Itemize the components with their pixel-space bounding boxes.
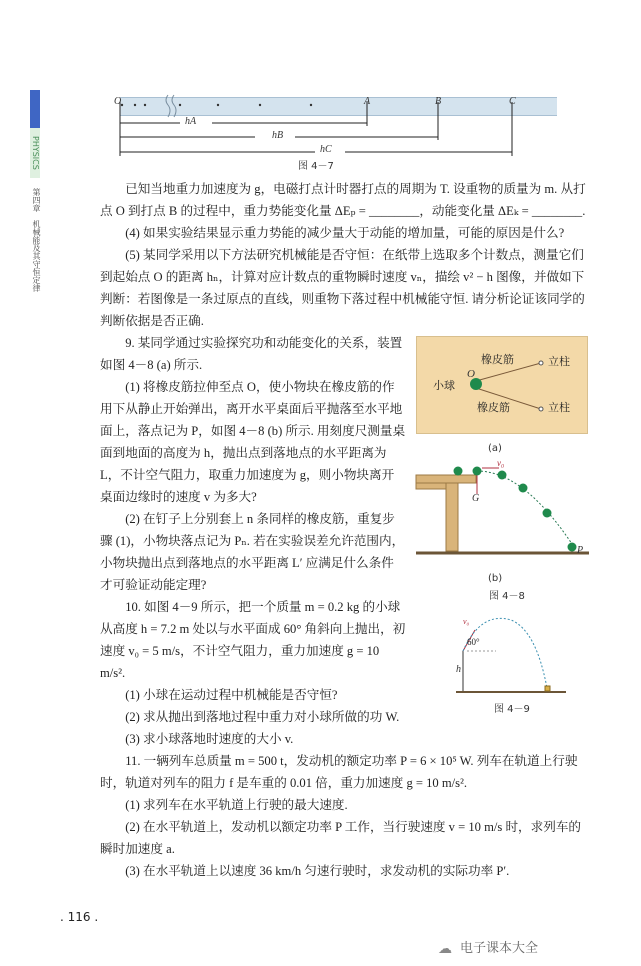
initial-velocity-label: v₀ [463,617,470,626]
chapter-color-tab [30,90,40,128]
subfigure-b-label: (b) [488,573,503,584]
subject-label: PHYSICS [30,128,40,178]
figure-4-8b-diagram [414,461,594,561]
rubber-band-label: 橡皮筋 [477,402,510,414]
velocity-label: v₀ [497,458,505,468]
figure-4-9-caption: 图 4－9 [494,704,530,715]
paragraph: (3) 求小球落地时速度的大小 v. [125,732,294,746]
paragraph: 10. 如图 4－9 所示，把一个质量 m = 0.2 kg 的小球从高度 h = 7.2 m 处以与水平面成 60° 角斜向上抛出，初速度 v₀ = 5 m/s，不计空气阻力，重力加速度 g = 10 m/s². [100,600,406,680]
point-o-label: O [467,368,475,380]
point-c-label: C [509,96,516,107]
post-label: 立柱 [548,402,570,414]
paragraph: 11. 一辆列车总质量 m = 500 t，发动机的额定功率 P = 6 × 10⁵ W. 列车在轨道上行驶时，轨道对列车的阻力 f 是车重的 0.01 倍，重力加速度 g = 10 m/s². [100,754,578,790]
figure-column [416,336,588,721]
paragraph: (1) 将橡皮筋拉伸至点 O，使小物块在橡皮筋的作用下从静止开始弹出，离开水平桌面后平抛落至水平地面上，落点记为 P，如图 4－8 (b) 所示. 用刻度尺测量桌面到地面的高度为 h，抛出点到落地点的水平距离为 L，不计空气阻力，取重力加速度为 g，则小物块离开桌面边缘时的速度 v 为多大? [100,380,406,504]
ball-label: 小球 [433,380,455,392]
angle-label: 60° [467,637,480,647]
point-o-label: O [114,96,122,107]
watermark-text: 电子课本大全 [460,941,539,956]
figure-4-9-diagram [451,616,591,696]
distance-hb-label: hB [272,130,284,141]
figure-4-8-caption: 图 4－8 [489,591,525,602]
figure-4-7-diagram [100,90,570,160]
wechat-icon: ☁ [438,941,452,957]
paragraph: (2) 求从抛出到落地过程中重力对小球所做的功 W. [125,710,400,724]
paragraph: (1) 求列车在水平轨道上行驶的最大速度. [125,798,348,812]
figure-4-7-caption: 图 4－7 [298,161,334,172]
height-label: h [456,664,461,675]
page-body [60,178,588,966]
paragraph: 9. 某同学通过实验探究功和动能变化的关系，装置如图 4－8 (a) 所示. [100,336,403,372]
post-label: 立柱 [548,356,570,368]
subfigure-a-label: (a) [488,443,502,454]
distance-ha-label: hA [185,116,197,127]
paragraph: (2) 在钉子上分别套上 n 条同样的橡皮筋，重复步骤 (1)，小物块落点记为 Pₙ. 若在实验误差允许范围内，小物块抛出点到落地点的水平距离 L′ 应满足什么条件才可验证动能定理? [100,512,405,592]
distance-hc-label: hC [320,144,332,155]
paragraph: (5) 某同学采用以下方法研究机械能是否守恒：在纸带上选取多个计数点，测量它们到起始点 O 的距离 hₙ，计算对应计数点的重物瞬时速度 vₙ，描绘 v² − h 图像，并做如下判断：若图像是一条过原点的直线，则重物下落过程中机械能守恒. 请分析论证该同学的判断依据是否正确. [100,248,585,328]
point-b-label: B [435,96,442,107]
rubber-band-label: 橡皮筋 [481,354,514,366]
paragraph: (4) 如果实验结果显示重力势能的减少量大于动能的增加量，可能的原因是什么? [125,226,565,240]
gravity-label: G [472,493,480,504]
page-number: . 116 . [60,910,99,924]
paragraph: (1) 小球在运动过程中机械能是否守恒? [125,688,338,702]
landing-point-label: P [577,545,584,556]
chapter-title: 第四章 机械能及其守恒定律 [32,188,41,292]
page-footer [60,906,588,966]
paragraph: (3) 在水平轨道上以速度 36 km/h 匀速行驶时，求发动机的实际功率 P′. [125,864,510,878]
paragraph: (2) 在水平轨道上，发动机以额定功率 P 工作，当行驶速度 v = 10 m/s 时，求列车的瞬时加速度 a. [100,820,582,856]
point-a-label: A [364,96,371,107]
paragraph: 已知当地重力加速度为 g，电磁打点计时器打点的周期为 T. 设重物的质量为 m. 从打点 O 到打点 B 的过程中，重力势能变化量 ΔEₚ = ________，动能变化量 ΔEₖ = ________. [100,182,586,218]
